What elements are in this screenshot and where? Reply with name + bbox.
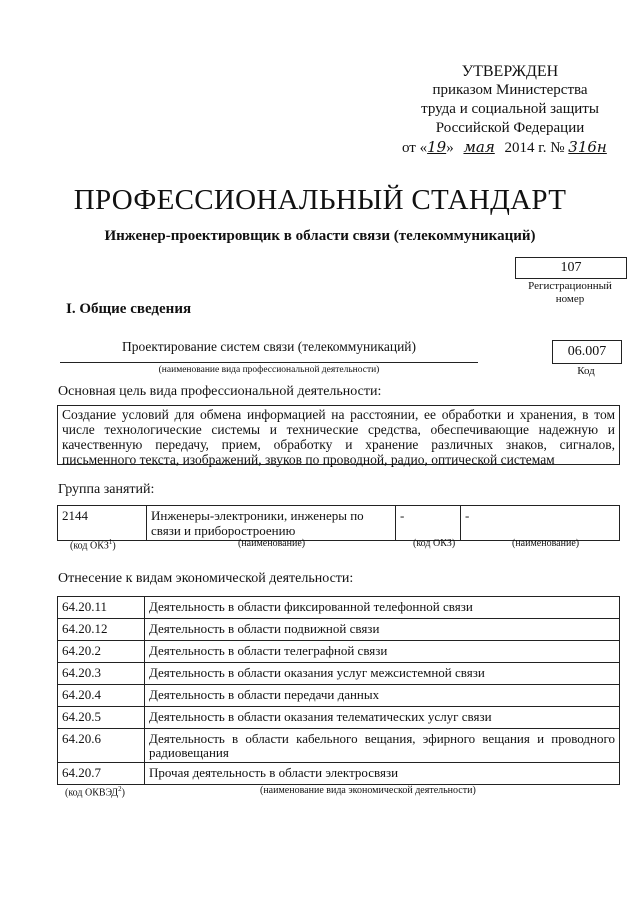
okved-code: 64.20.7 (58, 763, 145, 785)
okved-name: Деятельность в области оказания услуг межсистемной связи (145, 663, 620, 685)
activity-name: Проектирование систем связи (телекоммуникаций) (121, 339, 417, 354)
order-mid: » (446, 140, 454, 156)
okved-name: Деятельность в области оказания телематических услуг связи (145, 707, 620, 729)
table-row (58, 763, 620, 785)
okved-caption-end: ) (121, 787, 125, 799)
okved-name: Деятельность в области фиксированной телефонной связи (145, 597, 620, 619)
okved-name: Прочая деятельность в области электросвязи (145, 763, 620, 785)
approval-line: Российской Федерации (435, 120, 585, 136)
document-title: ПРОФЕССИОНАЛЬНЫЙ СТАНДАРТ (73, 184, 567, 216)
registration-number-box: 107 (515, 257, 627, 279)
goal-text-box: Создание условий для обмена информацией на расстоянии, ее обработки и хранения, в том числе технологические системы и технические средства, обеспечивающие надежную и качественную передачу, прием, обработку и хранение различных знаков, сигналов, письменного текста, изображений, звуков по проводной, радио, оптической системам (57, 405, 620, 465)
table-row (58, 597, 620, 619)
okz-code-caption (70, 538, 116, 551)
document-subtitle: Инженер-проектировщик в области связи (телекоммуникаций) (104, 228, 536, 244)
economic-activities-table (57, 596, 620, 785)
okz-code-cell: 2144 (58, 506, 147, 541)
okz-caption-end: ) (112, 540, 116, 552)
occupation-group-table (57, 505, 620, 541)
section-heading: I. Общие сведения (66, 301, 192, 317)
table-row (58, 619, 620, 641)
approval-line: труда и социальной защиты (421, 101, 599, 117)
okz-code-caption-2: (код ОКЗ) (413, 538, 456, 549)
order-number: 316н (568, 138, 607, 156)
okz-caption-text: (код ОКЗ (70, 540, 109, 552)
order-month: мая (463, 138, 495, 156)
table-row (58, 685, 620, 707)
activity-underline (60, 362, 478, 363)
approval-line: приказом Министерства (432, 82, 588, 98)
approval-title: УТВЕРЖДЕН (461, 63, 559, 80)
okved-code: 64.20.11 (58, 597, 145, 619)
okved-caption-text: (код ОКВЭД (65, 787, 119, 799)
registration-number-label: Регистрационный номер (528, 280, 612, 305)
okved-code: 64.20.5 (58, 707, 145, 729)
okved-code: 64.20.12 (58, 619, 145, 641)
okved-code: 64.20.4 (58, 685, 145, 707)
occupation-name-cell: Инженеры-электроники, инженеры по связи и приборостроению (147, 506, 396, 541)
goal-label: Основная цель вида профессиональной деятельности: (58, 384, 382, 399)
table-row (58, 663, 620, 685)
table-row (58, 729, 620, 763)
table-row (58, 506, 620, 541)
order-day: 19 (427, 138, 447, 156)
okz-code-cell-2: - (396, 506, 461, 541)
okved-name: Деятельность в области телеграфной связи (145, 641, 620, 663)
activity-caption: (наименование вида профессиональной деятельности) (158, 365, 380, 375)
approval-block (400, 62, 620, 158)
activity-code-box: 06.007 (552, 340, 622, 364)
activities-label: Отнесение к видам экономической деятельности: (58, 571, 354, 586)
okved-name-caption: (наименование вида экономической деятельности) (260, 785, 476, 796)
footnote-ref: 1 (108, 538, 113, 546)
okved-name: Деятельность в области кабельного вещания, эфирного вещания и проводного радиовещания (145, 729, 620, 763)
order-line (400, 138, 620, 158)
occupation-name-caption: (наименование) (238, 538, 306, 549)
group-label: Группа занятий: (58, 482, 155, 497)
order-prefix: от « (402, 140, 428, 156)
okved-code: 64.20.6 (58, 729, 145, 763)
occupation-name-cell-2: - (461, 506, 620, 541)
order-year: 2014 г. № (504, 140, 565, 156)
okved-code-caption (65, 785, 125, 798)
table-row (58, 641, 620, 663)
okved-code: 64.20.3 (58, 663, 145, 685)
okved-code: 64.20.2 (58, 641, 145, 663)
okved-name: Деятельность в области передачи данных (145, 685, 620, 707)
footnote-ref: 2 (118, 785, 122, 793)
table-row (58, 707, 620, 729)
occupation-name-caption-2: (наименование) (512, 538, 580, 549)
activity-code-caption: Код (577, 365, 595, 377)
okved-name: Деятельность в области подвижной связи (145, 619, 620, 641)
